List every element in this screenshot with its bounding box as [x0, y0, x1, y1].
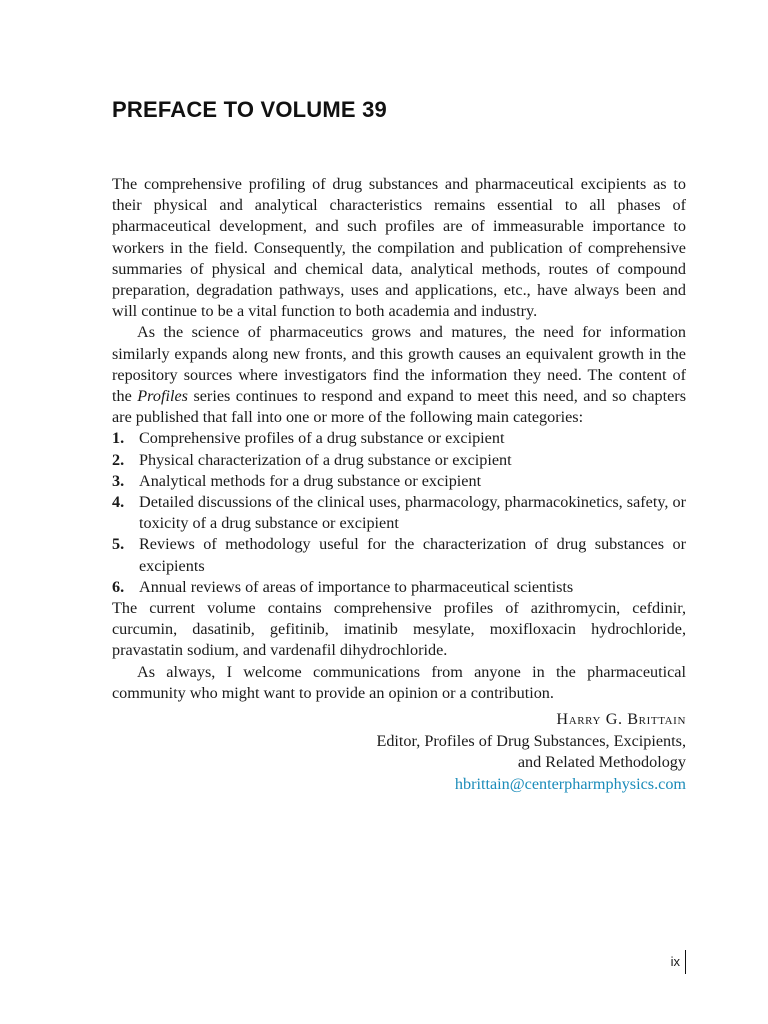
paragraph-growth [112, 322, 686, 428]
page-title: PREFACE TO VOLUME 39 [112, 97, 387, 122]
list-item-text: Analytical methods for a drug substance or excipient [139, 471, 482, 490]
list-item-number: 4. [112, 493, 125, 512]
profiles-italic: Profiles [137, 387, 188, 406]
paragraph-current-volume: The current volume contains comprehensive profiles of azithromycin, cefdinir, curcumin, dasatinib, gefitinib, imatinib mesylate, moxifloxacin hydrochloride, pravastatin sodium, and vardenafil dihydrochloride. [112, 599, 686, 660]
paragraph-growth-start: As the science of pharmaceutics grows and matures, the need for information similarly expands along new fronts, and this growth causes an equivalent growth in the repository sources where investigators find the information they need. The content of the [112, 323, 686, 406]
editor-role-line-1: Editor, Profiles of Drug Substances, Excipients, [376, 731, 686, 750]
list-item-text: Physical characterization of a drug substance or excipient [139, 450, 512, 469]
list-item-number: 6. [112, 577, 125, 596]
editor-role-line-2: and Related Methodology [517, 753, 686, 772]
list-item [112, 492, 686, 534]
list-item-number: 1. [112, 429, 125, 448]
editor-email-link[interactable]: hbrittain@centerpharmphysics.com [454, 774, 686, 793]
list-item-number: 3. [112, 471, 125, 490]
list-item-number: 5. [112, 535, 125, 554]
list-item [112, 577, 686, 598]
list-item-number: 2. [112, 450, 125, 469]
list-item [112, 534, 686, 576]
paragraph-intro: The comprehensive profiling of drug substances and pharmaceutical excipients as to their physical and analytical characteristics remains essential to all phases of pharmaceutical development, and such profiles are of immeasurable importance to workers in the field. Consequently, the compilation and publication of comprehensive summaries of physical and chemical data, analytical methods, routes of compound preparation, degradation pathways, uses and applications, etc., have always been and will continue to be a vital function to both academia and industry. [112, 175, 686, 321]
paragraph-closing: As always, I welcome communications from anyone in the pharmaceutical community who might want to provide an opinion or a contribution. [112, 662, 686, 702]
preface-body [112, 174, 686, 795]
list-item-text: Detailed discussions of the clinical uses, pharmacology, pharmacokinetics, safety, or toxicity of a drug substance or excipient [139, 493, 686, 533]
list-item [112, 450, 686, 471]
paragraph-growth-end: series continues to respond and expand to meet this need, and so chapters are published that fall into one or more of the following main categories: [112, 387, 686, 427]
list-item-text: Annual reviews of areas of importance to pharmaceutical scientists [139, 577, 574, 596]
list-item-text: Reviews of methodology useful for the characterization of drug substances or excipients [139, 535, 686, 575]
editor-name: Harry G. Brittain [556, 710, 686, 729]
signature-block [112, 709, 686, 795]
list-item [112, 471, 686, 492]
list-item-text: Comprehensive profiles of a drug substance or excipient [139, 429, 505, 448]
page-number: ix [671, 950, 686, 974]
category-list [112, 428, 686, 598]
list-item [112, 428, 686, 449]
